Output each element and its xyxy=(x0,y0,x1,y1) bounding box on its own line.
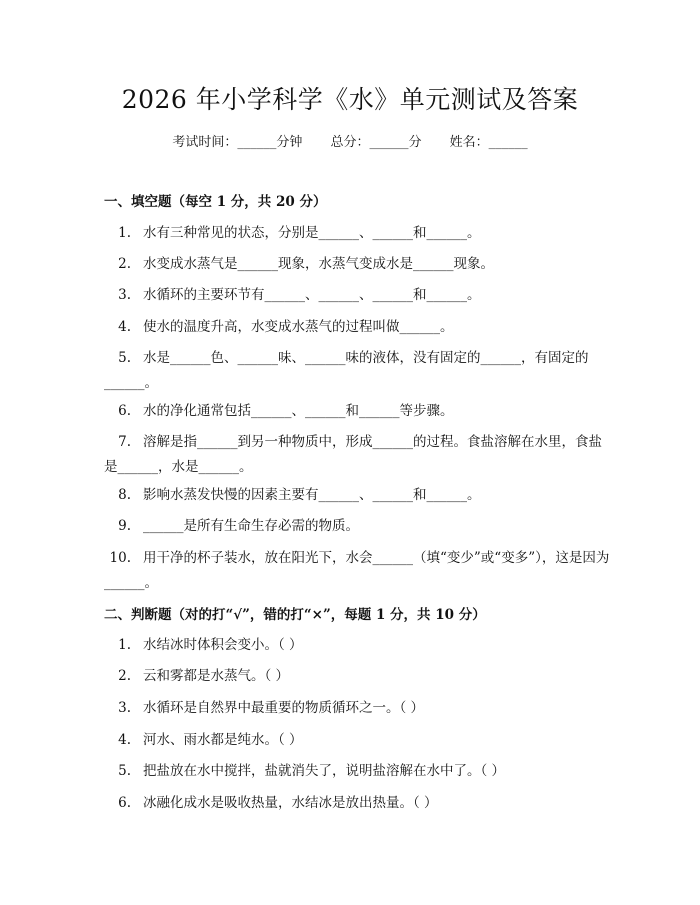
question-text: 水有三种常见的状态，分别是______、______和______。 xyxy=(143,225,481,241)
question-number: 7. xyxy=(118,434,131,450)
question-number: 3. xyxy=(118,700,131,716)
question-text: 河水、雨水都是纯水。（ ） xyxy=(143,732,303,748)
question-number: 5. xyxy=(118,763,131,779)
question-number: 6. xyxy=(118,403,131,419)
question-number: 10. xyxy=(109,550,131,566)
question-number: 6. xyxy=(118,795,131,811)
question-item xyxy=(104,546,614,596)
question-text: 水循环的主要环节有______、______、______和______。 xyxy=(143,287,481,303)
exam-time: 考试时间：______分钟 xyxy=(172,135,303,150)
question-text: 水是______色、______味、______味的液体，没有固定的______，有固定的______。 xyxy=(104,350,589,391)
question-text: 用干净的杯子装水，放在阳光下，水会______（填“变少”或“变多”），这是因为______。 xyxy=(104,550,610,591)
section-heading-fill-blank: 一、填空题（每空 1 分，共 20 分） xyxy=(104,194,327,210)
question-item xyxy=(104,399,614,424)
question-item xyxy=(104,664,614,689)
total-score: 总分：______分 xyxy=(330,135,422,150)
exam-meta xyxy=(0,131,700,150)
question-number: 3. xyxy=(118,287,131,303)
question-text: 溶解是指______到另一种物质中，形成______的过程。食盐溶解在水里，食盐是______，水是______。 xyxy=(104,434,602,475)
question-number: 4. xyxy=(118,732,131,748)
question-item xyxy=(104,315,614,340)
question-number: 8. xyxy=(118,487,131,503)
question-item xyxy=(104,483,614,508)
question-item xyxy=(104,430,614,480)
question-number: 9. xyxy=(118,518,131,534)
question-item xyxy=(104,252,614,277)
section-heading-true-false: 二、判断题（对的打“√”，错的打“×”，每题 1 分，共 10 分） xyxy=(104,607,486,623)
question-item xyxy=(104,346,614,396)
question-item xyxy=(104,696,614,721)
question-text: 云和雾都是水蒸气。（ ） xyxy=(143,668,290,684)
question-text: 冰融化成水是吸收热量，水结冰是放出热量。（ ） xyxy=(143,795,438,811)
question-item xyxy=(104,759,614,784)
page-title: 2026 年小学科学《水》单元测试及答案 xyxy=(121,85,579,114)
question-text: 影响水蒸发快慢的因素主要有______、______和______。 xyxy=(143,487,481,503)
question-item xyxy=(104,728,614,753)
student-name: 姓名：______ xyxy=(449,135,528,150)
question-text: 水结冰时体积会变小。（ ） xyxy=(143,637,303,653)
question-item xyxy=(104,221,614,246)
question-number: 4. xyxy=(118,319,131,335)
question-text: 水循环是自然界中最重要的物质循环之一。（ ） xyxy=(143,700,425,716)
question-text: ______是所有生命生存必需的物质。 xyxy=(143,518,359,534)
question-text: 把盐放在水中搅拌，盐就消失了，说明盐溶解在水中了。（ ） xyxy=(143,763,506,779)
question-text: 使水的温度升高，水变成水蒸气的过程叫做______。 xyxy=(143,319,454,335)
question-number: 1. xyxy=(118,637,131,653)
question-item xyxy=(104,791,614,816)
question-number: 2. xyxy=(118,668,131,684)
question-number: 1. xyxy=(118,225,131,241)
question-item xyxy=(104,514,614,539)
question-text: 水的净化通常包括______、______和______等步骤。 xyxy=(143,403,454,419)
question-item xyxy=(104,633,614,658)
question-text: 水变成水蒸气是______现象，水蒸气变成水是______现象。 xyxy=(143,256,494,272)
question-number: 5. xyxy=(118,350,131,366)
question-item xyxy=(104,283,614,308)
question-number: 2. xyxy=(118,256,131,272)
